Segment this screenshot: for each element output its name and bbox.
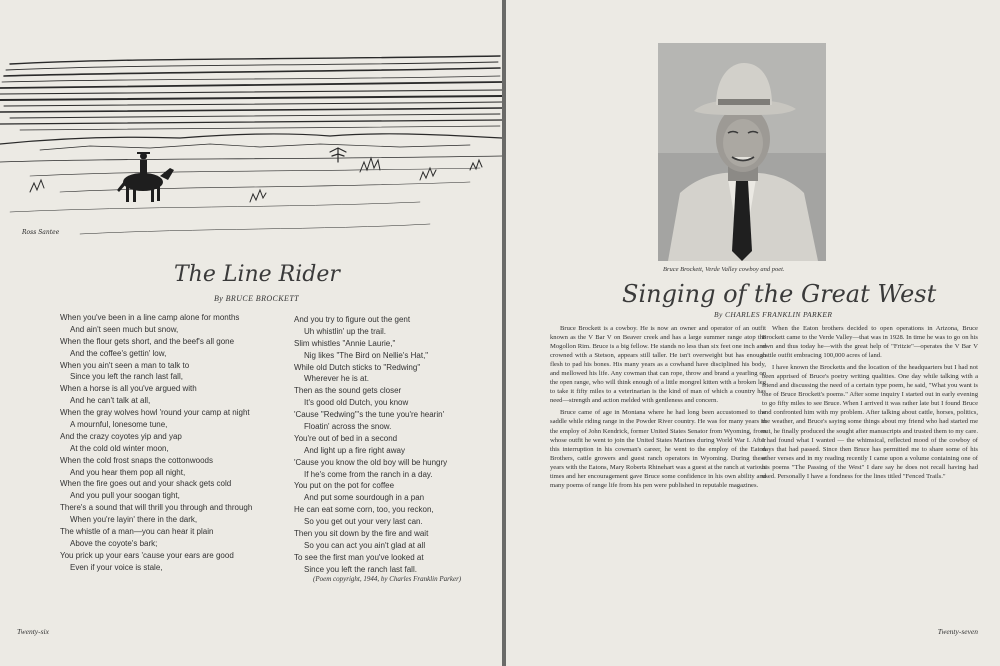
poem-line: When the flour gets short, and the beef's all gone <box>60 336 235 346</box>
poem-line: Uh whistlin' up the trail. <box>304 326 387 336</box>
article-paragraph: Bruce came of age in Montana where he had long been accustomed to the saddle while riding range in the Powder River country. He was for many years in the employ of John Kendrick, former United States Senator from Wyoming, from whose outfit he went to join the United States Marines during World War I. After this interruption in his cowman's career, he went to the employ of the Eaton Brothers, cattle growers and guest ranch operators in Wyoming. During these years with the Eatons, Mary Roberts Rhinehart was a guest at the ranch at various times and her encouragement gave Bruce some confidence in his own ability and many poems of range life from his pen were published in reputable magazines. <box>550 409 766 489</box>
photo-caption: Bruce Brockett, Verde Valley cowboy and poet. <box>663 266 785 273</box>
poem-line: Since you left the ranch last fall, <box>70 372 183 382</box>
poem-line: And you try to figure out the gent <box>294 315 411 324</box>
poem-column-right <box>294 314 484 576</box>
poem-line: Even if your voice is stale, <box>70 562 163 572</box>
poem-line: Nig likes "The Bird on Nellie's Hat," <box>304 350 429 360</box>
poem-line: To see the first man you've looked at <box>294 552 424 562</box>
article-paragraph: When the Eaton brothers decided to open operations in Arizona, Bruce Brockett came to the Verde Valley—that was in 1928. In time he was to go on his own and thus today he—with the great help of "Fritzie"—operates the V Bar V cattle outfit embracing 100,000 acres of land. <box>762 325 978 360</box>
poem-line: There's a sound that will thrill you through and through <box>60 503 253 513</box>
poem-line: You're out of bed in a second <box>294 433 398 443</box>
article-paragraph: I have known the Brocketts and the location of the headquarters but I had not been apprised of Bruce's poetry writing qualities. One day while talking with a friend and discussing the need of a certain type poem, he said, "What you want is one of Bruce Brockett's poems." After some inquiry I started out in early evening to go fifty miles to see Bruce. When I arrived it was rather late but I found Bruce and confronted him with my problem. After talking about cattle, horses, politics, the weather, and Bruce's saying some things about my friend who had started me out, he finally produced the sought after manuscripts and trusted them to my care. I had found what I wanted — the whimsical, reflected mood of the cowboy of days that had passed. Since then Bruce has permitted me to share some of his other verses and in my reading recently I came upon a volume containing one of his poems "The Passing of the West" I dare say he does not recall having had used. Personally I have a fondness for the lines titled "Fenced Trails." <box>762 364 978 480</box>
poem-line: You prick up your ears 'cause your ears are good <box>60 550 234 560</box>
poem-line: Above the coyote's bark; <box>70 538 158 548</box>
poem-line: And you pull your soogan tight, <box>70 491 180 501</box>
poem-line: You put on the pot for coffee <box>294 481 395 491</box>
poem-line: When a horse is all you've argued with <box>60 384 197 394</box>
range-rider-illustration <box>0 52 502 257</box>
poem-line: A mournful, lonesome tune, <box>70 420 168 430</box>
poem-line: And you hear them pop all night, <box>70 467 186 477</box>
poem-line: 'Cause "Redwing"'s the tune you're hearin' <box>294 410 445 420</box>
portrait-photo <box>658 43 826 261</box>
poem-line: Slim whistles "Annie Laurie," <box>294 338 396 348</box>
article-column-right <box>762 324 978 484</box>
poem-line: And ain't seen much but snow, <box>70 324 179 334</box>
poem-line: If he's come from the ranch in a day. <box>304 469 433 479</box>
poem-title: The Line Rider <box>174 262 340 287</box>
article-title: Singing of the Great West <box>622 280 937 308</box>
poem-line: Wherever he is at. <box>304 374 369 384</box>
poem-line: And light up a fire right away <box>304 445 405 455</box>
article-column-left <box>550 324 766 493</box>
poem-byline: By BRUCE BROCKETT <box>214 294 300 303</box>
poem-line: When the gray wolves howl 'round your camp at night <box>60 408 250 418</box>
poem-line: When the fire goes out and your shack gets cold <box>60 479 232 489</box>
poem-line: The whistle of a man—you can hear it plain <box>60 527 214 537</box>
poem-line: When the cold frost snaps the cottonwoods <box>60 455 213 465</box>
right-page <box>506 0 1000 666</box>
poem-line: And the coffee's gettin' low, <box>70 348 167 358</box>
poem-line: Then you sit down by the fire and wait <box>294 529 429 539</box>
poem-line: So you get out your very last can. <box>304 517 423 527</box>
poem-line: Since you left the ranch last fall. <box>304 564 417 574</box>
poem-copyright: (Poem copyright, 1944, by Charles Franklin Parker) <box>313 575 462 583</box>
poem-line: So you can act you ain't glad at all <box>304 540 426 550</box>
poem-line: When you ain't seen a man to talk to <box>60 360 190 370</box>
poem-line: And put some sourdough in a pan <box>304 493 425 503</box>
poem-line: And the crazy coyotes yip and yap <box>60 431 182 441</box>
poem-column-left <box>60 312 290 574</box>
poem-line: When you've been in a line camp alone for months <box>60 313 240 322</box>
poem-line: 'Cause you know the old boy will be hungry <box>294 457 448 467</box>
poem-line: While old Dutch sticks to "Redwing" <box>294 362 421 372</box>
page-number-right: Twenty-seven <box>937 627 978 636</box>
poem-line: When you're layin' there in the dark, <box>70 515 198 525</box>
page-number-left: Twenty-six <box>17 627 49 636</box>
poem-line: He can eat some corn, too, you reckon, <box>294 505 434 515</box>
poem-line: Then as the sound gets closer <box>294 386 402 396</box>
poem-line: It's good old Dutch, you know <box>304 398 409 408</box>
poem-line: Floatin' across the snow. <box>304 422 392 432</box>
poem-line: And he can't talk at all, <box>70 396 151 406</box>
article-byline: By CHARLES FRANKLIN PARKER <box>714 310 833 319</box>
poem-line: At the cold old winter moon, <box>70 443 169 453</box>
article-paragraph: Bruce Brockett is a cowboy. He is now an owner and operator of an outfit known as the V Bar V on Beaver creek and has a large summer range atop the Mogollon Rim. Bruce is a big fellow. He stands no less than six feet one inch and crowned with a Stetson, appears still taller. He isn't overweight but has enough flesh to pad his bones. His many years as a cowhand have disciplined his body, and mellowed his life. Any cowman that can rope, throw and brand a yearling on the open range, who will think enough of a little mongrel kitten with a broken leg to take it fifty miles to a veterinarian is the kind of man of which a country has need—strength and action melded with gentleness and concern. <box>550 325 766 405</box>
artist-signature: Ross Santee <box>22 229 60 236</box>
